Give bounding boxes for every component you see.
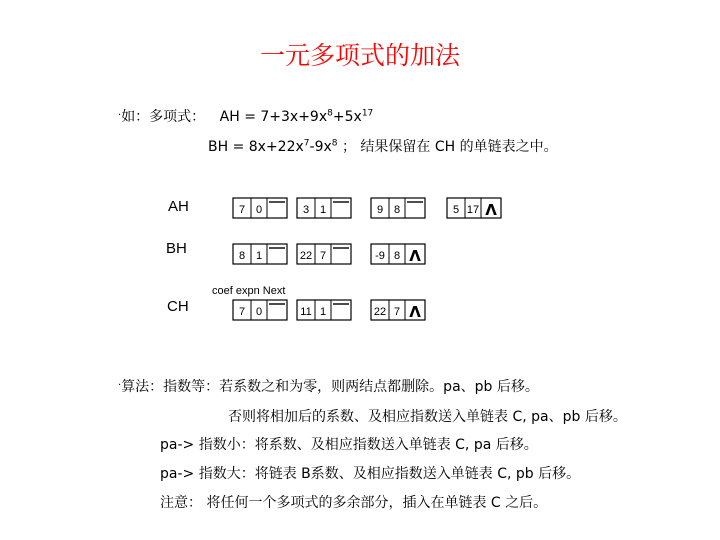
node-expn: 1 bbox=[255, 250, 263, 262]
algorithm-line-5: 注意： 将任何一个多项式的多余部分，插入在单链表 C 之后。 bbox=[160, 495, 548, 511]
algorithm-line-4: pa-> 指数大：将链表 B系数、及相应指数送入单链表 C, pb 后移。 bbox=[160, 466, 581, 482]
algorithm-line-2: 否则将相加后的系数、及相应指数送入单链表 C, pa、pb 后移。 bbox=[228, 409, 627, 425]
field-caption: coef expn Next bbox=[212, 285, 286, 297]
node-coef: -9 bbox=[375, 250, 385, 262]
node-coef: 22 bbox=[373, 306, 387, 318]
algorithm-line-1 bbox=[118, 376, 539, 396]
node-coef: 5 bbox=[452, 204, 460, 216]
ah-expression-mid: +5x bbox=[332, 109, 362, 125]
null-pointer-icon: Λ bbox=[409, 303, 421, 321]
node-expn: 0 bbox=[255, 204, 263, 216]
bh-expression: BH = 8x+22x bbox=[208, 139, 304, 155]
algorithm-line-3: pa-> 指数小：将系数、及相应指数送入单链表 C, pa 后移。 bbox=[160, 437, 538, 453]
ah-exponent-1: 8 bbox=[327, 108, 333, 119]
node-expn: 0 bbox=[255, 306, 263, 318]
bh-expression-mid: -9x bbox=[309, 139, 332, 155]
node-coef: 9 bbox=[376, 204, 384, 216]
bh-exponent-1: 7 bbox=[303, 138, 310, 149]
node-expn: 7 bbox=[319, 250, 327, 262]
bullet: · bbox=[118, 110, 122, 121]
node-coef: 7 bbox=[238, 204, 246, 216]
page-title: 一元多项式的加法 bbox=[259, 41, 460, 70]
algorithm-text-1: 算法：指数等：若系数之和为零，则两结点都删除。pa、pb 后移。 bbox=[121, 379, 539, 395]
node-expn: 1 bbox=[319, 306, 327, 318]
bullet: · bbox=[118, 380, 122, 391]
list-label-bh: BH bbox=[166, 240, 187, 257]
node-expn: 17 bbox=[466, 204, 480, 216]
node-expn: 7 bbox=[393, 306, 401, 318]
list-label-ch: CH bbox=[167, 298, 189, 315]
node-coef: 11 bbox=[300, 306, 312, 318]
node-coef: 8 bbox=[238, 250, 246, 262]
ah-expression: AH = 7+3x+9x bbox=[219, 109, 328, 125]
node-coef: 3 bbox=[302, 204, 310, 216]
ah-exponent-2: 17 bbox=[361, 108, 374, 119]
node-coef: 7 bbox=[238, 306, 246, 318]
null-pointer-icon: Λ bbox=[409, 247, 421, 265]
bh-exponent-2: 8 bbox=[331, 138, 338, 149]
example-prefix: 如：多项式： bbox=[121, 109, 206, 125]
node-expn: 8 bbox=[393, 250, 401, 262]
list-label-ah: AH bbox=[168, 198, 189, 215]
node-expn: 1 bbox=[319, 204, 327, 216]
node-expn: 8 bbox=[393, 204, 401, 216]
null-pointer-icon: Λ bbox=[485, 201, 497, 219]
bh-suffix: ； 结果保留在 CH 的单链表之中。 bbox=[337, 139, 558, 155]
node-coef: 22 bbox=[299, 250, 313, 262]
